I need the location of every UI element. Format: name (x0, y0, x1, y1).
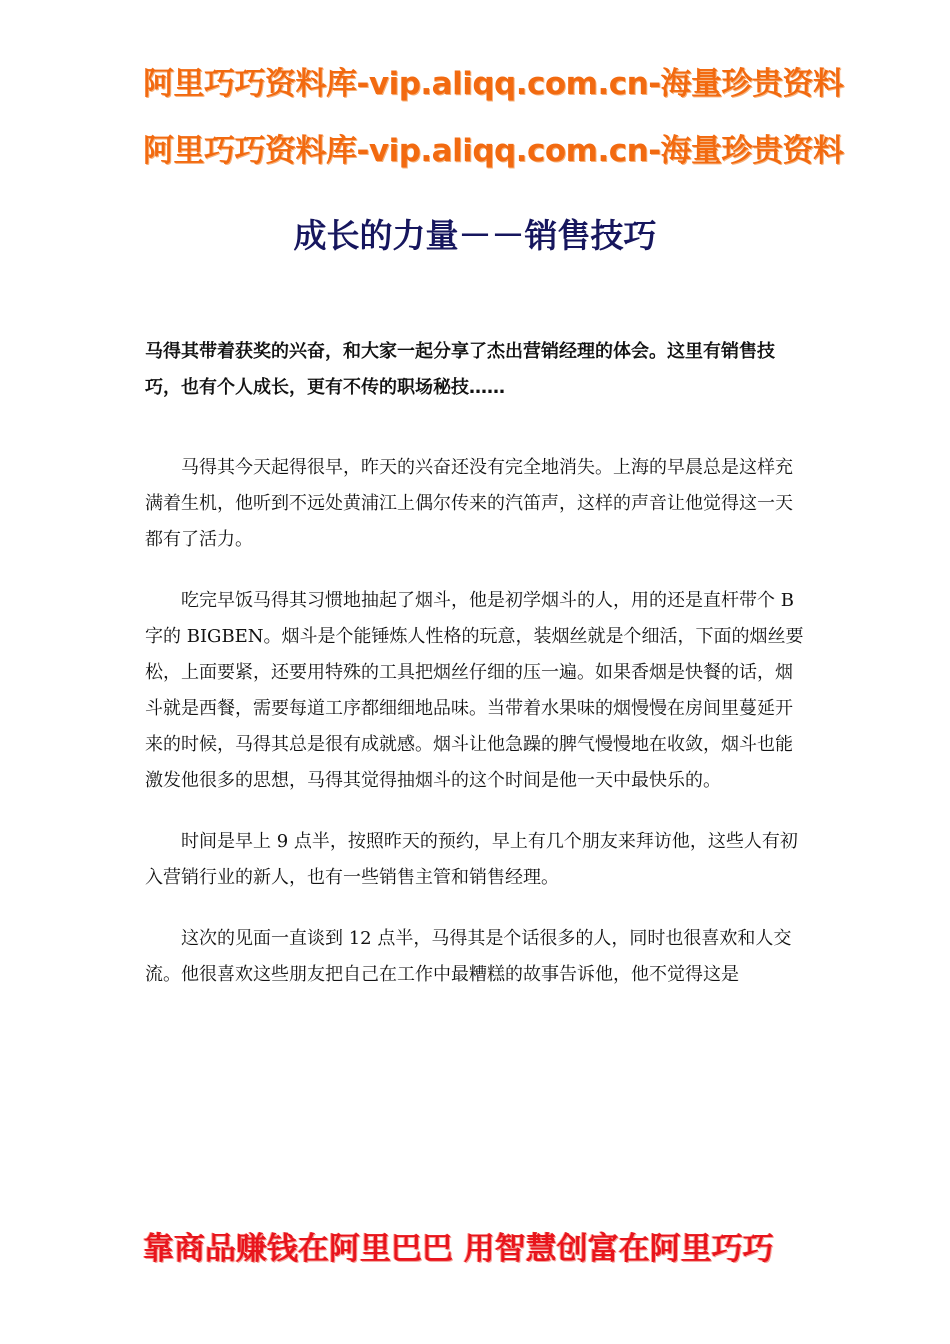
paragraph-2: 吃完早饭马得其习惯地抽起了烟斗，他是初学烟斗的人，用的还是直杆带个 B 字的 BIGBEN。烟斗是个能锤炼人性格的玩意，装烟丝就是个细活，下面的烟丝要松，上面要紧，还要用特殊的工具把烟丝仔细的压一遍。如果香烟是快餐的话，烟斗就是西餐，需要每道工序都细细地品味。当带着水果味的烟慢慢在房间里蔓延开来的时候，马得其总是很有成就感。烟斗让他急躁的脾气慢慢地在收敛，烟斗也能激发他很多的思想，马得其觉得抽烟斗的这个时间是他一天中最快乐的。 (145, 590, 804, 791)
paragraph-4: 这次的见面一直谈到 12 点半，马得其是个话很多的人，同时也很喜欢和人交流。他很喜欢这些朋友把自己在工作中最糟糕的故事告诉他，他不觉得这是 (145, 928, 792, 985)
header-banner-line-2: 阿里巧巧资料库-vip.aliqq.com.cn-海量珍贵资料 (143, 133, 844, 169)
footer-banner: 靠商品赚钱在阿里巴巴 用智慧创富在阿里巧巧 (143, 1231, 774, 1267)
body-paragraphs (145, 450, 805, 1018)
document-title: 成长的力量－－销售技巧 (293, 216, 657, 255)
paragraph-3: 时间是早上 9 点半，按照昨天的预约，早上有几个朋友来拜访他，这些人有初入营销行业的新人，也有一些销售主管和销售经理。 (145, 831, 798, 888)
header-banner-line-1: 阿里巧巧资料库-vip.aliqq.com.cn-海量珍贵资料 (143, 66, 844, 102)
paragraph-1: 马得其今天起得很早，昨天的兴奋还没有完全地消失。上海的早晨总是这样充满着生机，他听到不远处黄浦江上偶尔传来的汽笛声，这样的声音让他觉得这一天都有了活力。 (145, 457, 793, 550)
intro-paragraph: 马得其带着获奖的兴奋，和大家一起分享了杰出营销经理的体会。这里有销售技巧，也有个人成长，更有不传的职场秘技…… (145, 341, 775, 398)
